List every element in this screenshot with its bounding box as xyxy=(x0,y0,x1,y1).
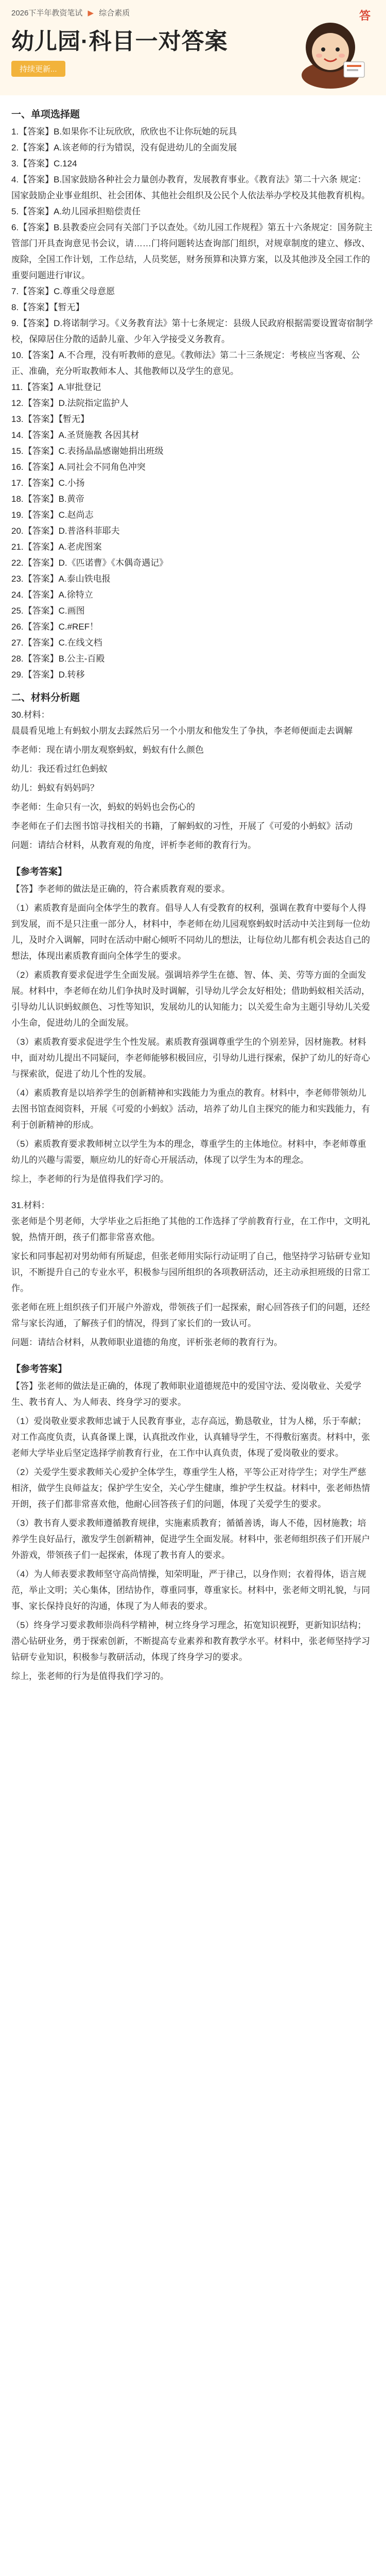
choice-answer-item: 17.【答案】C.小扬 xyxy=(11,478,85,488)
q30-label: 30.材料： xyxy=(11,710,50,720)
choice-answer-item: 18.【答案】B.黄帝 xyxy=(11,494,84,504)
mascot-stamp: 答 xyxy=(359,9,373,22)
q31-answer-paragraph: （5）终身学习要求教师崇尚科学精神，树立终身学习理念，拓宽知识视野，更新知识结构；潜心钻研业务，勇于探索创新，不断提高专业素养和教育教学水平。材料中，张老师坚持学习钻研专业知识，积极参与教研活动，体现了终身学习的要求。 xyxy=(11,1620,370,1662)
breadcrumb-edition[interactable]: 2026下半年教资笔试 xyxy=(11,9,83,18)
q30-material-line: 幼儿：我还看过红色蚂蚁 xyxy=(11,764,108,774)
choice-answer-item: 3.【答案】C.124 xyxy=(11,159,77,168)
q31-material-line: 张老师是个男老师，大学毕业之后拒绝了其他的工作选择了学前教育行业，在工作中，文明礼貌，热情开朗，孩子们都非常喜欢他。 xyxy=(11,1216,370,1242)
choice-answer-item: 9.【答案】D.将诺制学习。《义务教育法》第十七条规定：县级人民政府根据需要设置寄宿制学校，保障居住分散的适龄儿童、少年入学接受义务教育。 xyxy=(11,318,373,344)
q31-answer-title: 【参考答案】 xyxy=(11,1364,67,1374)
q30-material xyxy=(11,723,375,834)
q31-label: 31.材料： xyxy=(11,1200,50,1210)
choice-answer-item: 13.【答案】【暂无】 xyxy=(11,414,90,424)
choice-answer-item: 24.【答案】A.徐特立 xyxy=(11,590,93,600)
q30-answer xyxy=(11,881,375,1187)
section-title-choice: 一、单项选择题 xyxy=(11,109,80,120)
choice-answer-item: 16.【答案】A.同社会不同角色冲突 xyxy=(11,462,146,472)
q31-answer xyxy=(11,1378,375,1684)
q30-answer-paragraph: （5）素质教育要求教师树立以学生为本的理念，尊重学生的主体地位。材料中，李老师尊重幼儿的兴趣与需要，顺应幼儿的好奇心开展活动，体现了以学生为本的理念。 xyxy=(11,1139,366,1165)
choice-answer-item: 15.【答案】C.表扬晶晶感谢她捐出班级 xyxy=(11,446,164,456)
q31-material-line: 家长和同事起初对男幼师有所疑虑，但张老师用实际行动证明了自己，他坚持学习钻研专业知识，不断提升自己的专业水平，积极参与园所组织的各项教研活动，还主动承担班级的日常工作。 xyxy=(11,1251,370,1293)
choice-answer-item: 27.【答案】C.在线文档 xyxy=(11,638,102,648)
choice-answer-item: 1.【答案】B.如果你不让玩欣欣，欣欣也不让你玩她的玩具 xyxy=(11,127,237,137)
choice-answer-item: 23.【答案】A.泰山铁电报 xyxy=(11,574,111,584)
q30-answer-paragraph: （4）素质教育是以培养学生的创新精神和实践能力为重点的教育。材料中，李老师带领幼儿去图书馆查阅资料，开展《可爱的小蚂蚁》活动，培养了幼儿自主探究的能力和实践能力，有利于创新精神的形成。 xyxy=(11,1088,370,1130)
q31-question: 问题：请结合材料，从教师职业道德的角度，评析张老师的教育行为。 xyxy=(11,1337,283,1347)
q30-answer-paragraph: （3）素质教育要求促进学生个性发展。素质教育强调尊重学生的个别差异，因材施教。材料中，面对幼儿提出不同疑问，李老师能够积极回应，引导幼儿进行探索，保护了幼儿的好奇心与探索欲，促进了幼儿个性的发展。 xyxy=(11,1037,370,1079)
choice-answer-item: 20.【答案】D.普洛科菲耶夫 xyxy=(11,526,120,536)
choice-answer-item: 11.【答案】A.审批登记 xyxy=(11,382,101,392)
choice-answer-item: 12.【答案】D.法院指定监护人 xyxy=(11,398,129,408)
q30-material-line: 幼儿：蚂蚁有妈妈吗？ xyxy=(11,783,99,793)
q30-material-line: 晨晨看见地上有蚂蚁小朋友去踩然后另一个小朋友和他发生了争执，李老师便面走去调解 xyxy=(11,726,353,736)
q30-answer-paragraph: （1）素质教育是面向全体学生的教育。倡导人人有受教育的权利，强调在教育中要每个人得到发展，而不是只注重一部分人，材料中，李老师在幼儿园观察蚂蚁时活动中关注到每一位幼儿，及时介入调解，同时在活动中耐心倾听不同幼儿的想法，让每位幼儿都有机会表达自己的想法，体现出素质教育面向全体学生的要求。 xyxy=(11,903,370,961)
choice-answer-item: 8.【答案】【暂无】 xyxy=(11,302,84,312)
q31-answer-paragraph: 综上，张老师的行为是值得我们学习的。 xyxy=(11,1671,169,1681)
q30-answer-paragraph: 综上，李老师的行为是值得我们学习的。 xyxy=(11,1174,169,1184)
q30-material-line: 李老师：生命只有一次，蚂蚁的妈妈也会伤心的 xyxy=(11,802,195,812)
q31-material-line: 张老师在班上组织孩子们开展户外游戏，带领孩子们一起探索，耐心回答孩子们的问题，还经常与家长沟通，了解孩子们的情况，得到了家长们的一致认可。 xyxy=(11,1302,370,1328)
q31-answer-paragraph: （1）爱岗敬业要求教师忠诚于人民教育事业，志存高远，勤恳敬业，甘为人梯，乐于奉献；对工作高度负责，认真备课上课，认真批改作业，认真辅导学生，不得敷衍塞责。材料中，张老师大学毕业后坚定选择学前教育行业，在工作中认真负责，体现了爱岗敬业的要求。 xyxy=(11,1416,370,1458)
choice-answer-item: 26.【答案】C.#REF！ xyxy=(11,622,99,632)
header xyxy=(0,0,386,95)
breadcrumb-arrow-icon: ▶ xyxy=(87,9,94,18)
mascot-illustration xyxy=(283,4,376,92)
choice-answer-item: 21.【答案】A.老虎图案 xyxy=(11,542,102,552)
q31-answer-paragraph: （2）关爱学生要求教师关心爱护全体学生，尊重学生人格，平等公正对待学生；对学生严慈相济，做学生良师益友；保护学生安全，关心学生健康，维护学生权益。材料中，张老师热情开朗，孩子们都非常喜欢他，他耐心回答孩子们的问题，体现了关爱学生的要求。 xyxy=(11,1467,370,1509)
q30-answer-paragraph: （2）素质教育要求促进学生全面发展。强调培养学生在德、智、体、美、劳等方面的全面发展。材料中，李老师在幼儿们争执时及时调解，引导幼儿学会友好相处；借助蚂蚁相关活动，引导幼儿认识蚂蚁颜色、习性等知识，发展幼儿的认知能力；以关爱生命为主题引导幼儿关爱小生命，促进幼儿的全面发展。 xyxy=(11,970,370,1028)
breadcrumb-subject[interactable]: 综合素质 xyxy=(99,9,130,18)
choice-answer-item: 28.【答案】B.公主-百殿 xyxy=(11,654,105,664)
q30-answer-title: 【参考答案】 xyxy=(11,867,67,877)
q31-answer-paragraph: （3）教书育人要求教师遵循教育规律，实施素质教育；循循善诱，诲人不倦，因材施教；培养学生良好品行，激发学生创新精神，促进学生全面发展。材料中，张老师组织孩子们开展户外游戏，带领孩子们一起探索，体现了教书育人的要求。 xyxy=(11,1518,370,1560)
q30-material-line: 李老师在子们去图书馆寻找相关的书籍，了解蚂蚁的习性，开展了《可爱的小蚂蚁》活动 xyxy=(11,821,353,831)
choice-answer-item: 10.【答案】A.不合理，没有听教师的意见。《教师法》第二十三条规定：考核应当客观、公正、准确，充分听取教师本人、其他教师以及学生的意见。 xyxy=(11,350,360,376)
choice-answer-item: 14.【答案】A.圣贤施教 各因其材 xyxy=(11,430,139,440)
update-badge: 持续更新... xyxy=(11,61,65,77)
choice-answer-item: 19.【答案】C.赵尚志 xyxy=(11,510,94,520)
choice-answer-item: 6.【答案】B.县教委应会同有关部门予以查处。《幼儿园工作规程》第五十六条规定：国务院主管部门开具查询意见书会议，请……门将问题转达查询部门组织，对规章制度的建立、修改、废除，全国工作计划，工作总结，人员奖惩，财务预算和决算方案，以及其他涉及全园工作的重要问题进行审议。 xyxy=(11,223,373,280)
page-title: 幼儿园·科目一对答案 xyxy=(11,29,228,54)
choice-answer-item: 29.【答案】D.转移 xyxy=(11,670,85,680)
q30-answer-paragraph: 【答】李老师的做法是正确的，符合素质教育观的要求。 xyxy=(11,884,230,894)
q31-answer-paragraph: （4）为人师表要求教师坚守高尚情操，知荣明耻，严于律己，以身作则；衣着得体，语言规范，举止文明；关心集体，团结协作，尊重同事，尊重家长。材料中，张老师文明礼貌，与同事、家长保持良好的沟通，体现了为人师表的要求。 xyxy=(11,1569,370,1611)
content xyxy=(0,95,386,1684)
q31-answer-paragraph: 【答】张老师的做法是正确的，体现了教师职业道德规范中的爱国守法、爱岗敬业、关爱学生、教书育人、为人师表、终身学习的要求。 xyxy=(11,1381,361,1407)
choice-answer-item: 25.【答案】C.画图 xyxy=(11,606,85,616)
section-title-material: 二、材料分析题 xyxy=(11,692,80,703)
choice-answer-item: 22.【答案】D.《匹诺曹》《木偶奇遇记》 xyxy=(11,558,168,568)
choice-answer-item: 5.【答案】A.幼儿园承担赔偿责任 xyxy=(11,207,141,216)
choice-answer-item: 7.【答案】C.尊重父母意愿 xyxy=(11,286,115,296)
choice-answer-item: 4.【答案】B.国家鼓励各种社会力量创办教育，发展教育事业。《教育法》第二十六条 规定：国家鼓励企业事业组织、社会团体、其他社会组织及公民个人依法举办学校及其他教育机构。 xyxy=(11,175,370,200)
q30-question: 问题：请结合材料，从教育观的角度，评析李老师的教育行为。 xyxy=(11,840,256,850)
choice-answer-list xyxy=(11,124,375,683)
q30-material-line: 李老师：现在请小朋友观察蚂蚁，蚂蚁有什么颜色 xyxy=(11,745,204,755)
q31-material xyxy=(11,1213,375,1331)
breadcrumb xyxy=(11,7,130,18)
choice-answer-item: 2.【答案】A.该老师的行为错误，没有促进幼儿的全面发展 xyxy=(11,143,237,152)
